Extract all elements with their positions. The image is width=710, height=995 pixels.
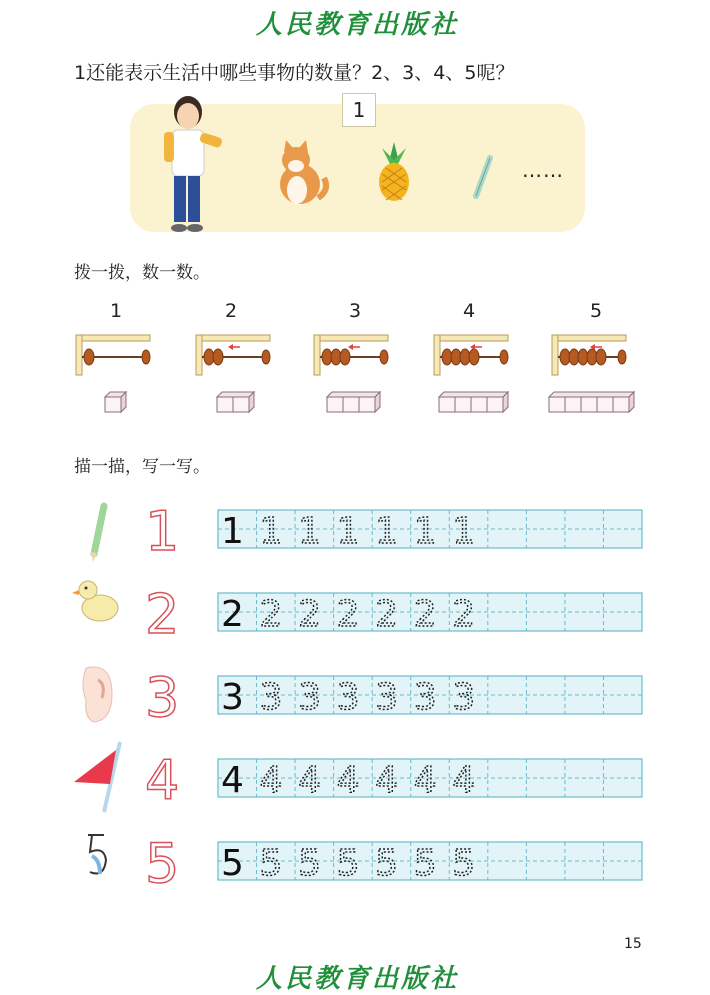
page-number: 15 <box>624 936 642 952</box>
abacus-3 <box>314 335 388 375</box>
trace-digit: 3 <box>452 677 476 718</box>
trace-digit: 5 <box>452 843 476 884</box>
abacus-row <box>0 325 710 420</box>
pineapple-icon <box>372 142 416 204</box>
publisher-header: 人民教育出版社 <box>256 10 460 40</box>
abacus-label-2: 2 <box>224 300 238 322</box>
abacus-2 <box>196 335 270 375</box>
writing-row-1 <box>145 500 642 563</box>
trace-digit: 1 <box>336 511 360 552</box>
hook-icon <box>88 835 106 874</box>
abacus-label-5: 5 <box>589 300 603 322</box>
bead <box>213 349 223 365</box>
trace-digit: 4 <box>259 760 283 801</box>
solid-digit: 2 <box>221 594 244 635</box>
writing-row-2 <box>145 583 642 646</box>
abacus-section-title: 拨一拨，数一数。 <box>74 263 210 283</box>
trace-digit: 1 <box>452 511 476 552</box>
abacus-1 <box>76 335 150 375</box>
trace-digit: 5 <box>413 843 437 884</box>
cubes-3 <box>327 392 380 412</box>
trace-digit: 4 <box>452 760 476 801</box>
duck-icon <box>72 581 118 621</box>
trace-digit: 3 <box>413 677 437 718</box>
ear-icon <box>83 667 112 722</box>
trace-digit: 2 <box>375 594 399 635</box>
trace-digit: 5 <box>259 843 283 884</box>
trace-digit: 3 <box>336 677 360 718</box>
abacus-label-4: 4 <box>462 300 476 322</box>
model-digit-4: 4 <box>145 749 180 812</box>
bead <box>340 349 350 365</box>
boy-icon <box>150 90 250 240</box>
trace-digit: 4 <box>298 760 321 801</box>
trace-digit: 2 <box>298 594 321 635</box>
trace-digit: 3 <box>298 677 321 718</box>
trace-digit: 2 <box>259 594 283 635</box>
solid-digit: 1 <box>221 511 244 552</box>
cubes-5 <box>549 392 634 412</box>
writing-row-3 <box>145 666 642 729</box>
abacus-4 <box>434 335 508 375</box>
abacus-5 <box>552 335 626 375</box>
trace-digit: 5 <box>375 843 399 884</box>
solid-digit: 4 <box>221 760 244 801</box>
cubes-2 <box>217 392 254 412</box>
trace-digit: 2 <box>452 594 476 635</box>
trace-digit: 4 <box>413 760 437 801</box>
trace-digit: 1 <box>413 511 437 552</box>
cubes-1 <box>105 392 126 412</box>
writing-section-title: 描一描，写一写。 <box>74 457 210 477</box>
trace-digit: 2 <box>413 594 437 635</box>
writing-practice-area <box>0 490 710 890</box>
writing-row-5 <box>145 832 642 890</box>
publisher-footer: 人民教育出版社 <box>256 964 460 994</box>
abacus-label-3: 3 <box>348 300 362 322</box>
trace-digit: 1 <box>298 511 321 552</box>
model-digit-5: 5 <box>145 832 180 890</box>
writing-row-4 <box>145 749 642 812</box>
trace-digit: 5 <box>298 843 321 884</box>
trace-digit: 5 <box>336 843 360 884</box>
trace-digit: 4 <box>336 760 360 801</box>
number-one-box: 1 <box>342 93 376 127</box>
bead <box>469 349 479 365</box>
model-digit-3: 3 <box>145 666 180 729</box>
bead <box>84 349 94 365</box>
model-digit-2: 2 <box>145 583 180 646</box>
cat-icon <box>272 140 332 208</box>
trace-digit: 3 <box>259 677 283 718</box>
bead <box>596 349 606 365</box>
stick-icon <box>468 154 498 202</box>
pencil-icon <box>91 506 104 562</box>
solid-digit: 5 <box>221 843 244 884</box>
cubes-4 <box>439 392 508 412</box>
trace-digit: 3 <box>375 677 399 718</box>
trace-digit: 4 <box>375 760 399 801</box>
trace-digit: 1 <box>375 511 399 552</box>
flag-icon <box>74 742 120 812</box>
abacus-label-1: 1 <box>109 300 123 322</box>
trace-digit: 2 <box>336 594 360 635</box>
solid-digit: 3 <box>221 677 244 718</box>
model-digit-1: 1 <box>145 500 180 563</box>
question-text: 1还能表示生活中哪些事物的数量？2、3、4、5呢？ <box>74 62 515 84</box>
ellipsis: …… <box>522 158 564 182</box>
trace-digit: 1 <box>259 511 283 552</box>
